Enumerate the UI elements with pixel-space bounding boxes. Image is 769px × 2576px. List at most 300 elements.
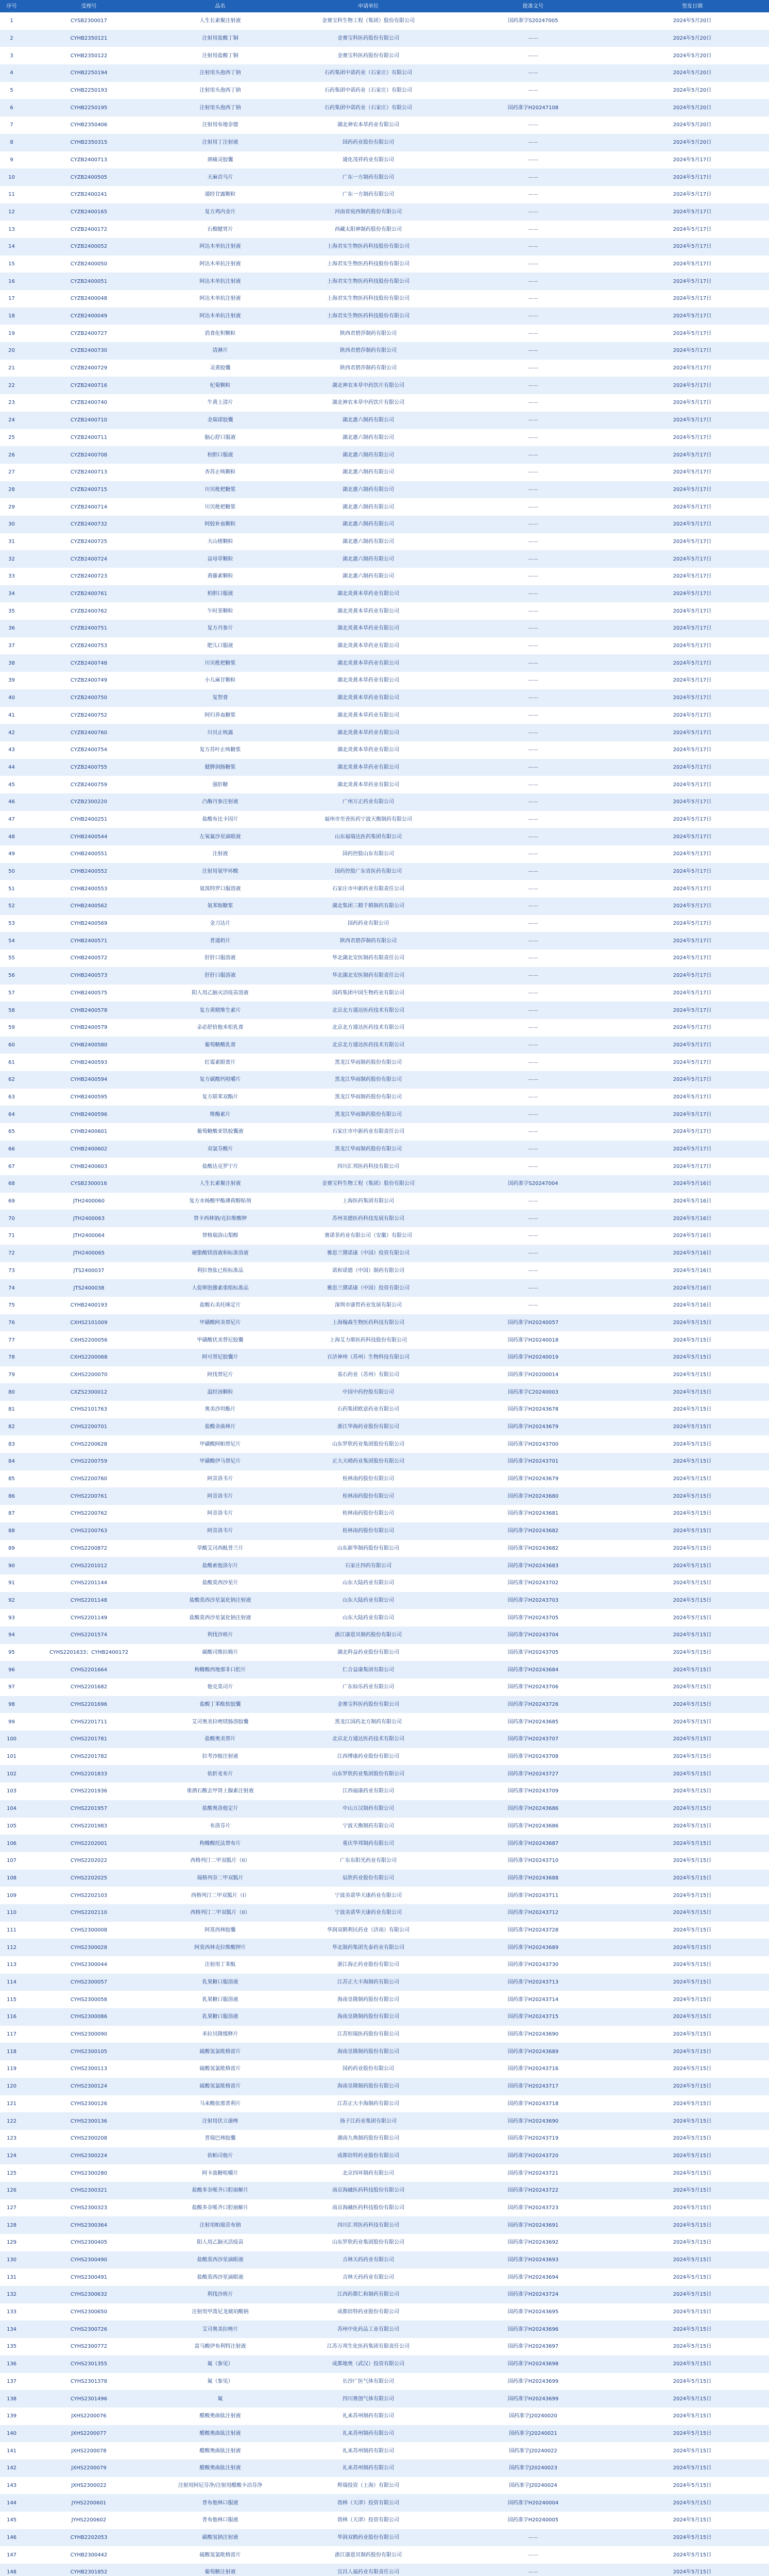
cell-acceptance-no: CYZB2400708: [70, 452, 108, 458]
cell-product-name: 人生长素聚注射液: [199, 18, 241, 24]
cell-acceptance-no: JTS2400038: [73, 1285, 105, 1291]
cell-index: 106: [6, 1840, 17, 1846]
cell-approval-no: ——: [528, 434, 538, 440]
cell-acceptance-no: CYHS2201833: [70, 1771, 108, 1777]
cell-product-name: 强肝糖: [212, 782, 228, 788]
cell-applicant: 湖北惠六制药有限公司: [343, 486, 394, 493]
cell-product-name: 注射用阿尼芬净/注射用醋酸卡泊芬净: [178, 2482, 263, 2488]
cell-acceptance-no: CYHB2300442: [70, 2552, 108, 2558]
cell-approval-no: 国药准字H20243698: [507, 2361, 559, 2367]
table-row: [0, 516, 769, 533]
cell-index: 103: [6, 1788, 17, 1794]
cell-issue-date: 2024年5月15日: [673, 2465, 712, 2471]
table-row: [0, 273, 769, 290]
table-row: [0, 1210, 769, 1227]
cell-product-name: 盐酸布比卡因片: [202, 816, 238, 822]
cell-product-name: 阿昔洛韦片: [207, 1476, 233, 1482]
cell-acceptance-no: CYHB2400580: [70, 1042, 108, 1048]
cell-issue-date: 2024年5月17日: [673, 538, 712, 545]
cell-product-name: 颈痛灵胶囊: [207, 157, 233, 163]
cell-index: 115: [6, 1996, 17, 2003]
cell-approval-no: 国药准字H20243705: [507, 1649, 559, 1655]
cell-acceptance-no: CXHS2200070: [70, 1371, 108, 1378]
cell-approval-no: 国药准字H20200014: [507, 1371, 559, 1378]
cell-approval-no: 国药准字H20240005: [507, 2517, 559, 2523]
cell-product-name: 天麻首乌片: [207, 174, 233, 180]
cell-approval-no: 国药准字H20243714: [507, 1996, 559, 2003]
cell-acceptance-no: CYHS2201781: [70, 1736, 108, 1742]
cell-product-name: 氨溴特罗口服溶液: [199, 886, 241, 892]
table-row: [0, 12, 769, 30]
cell-issue-date: 2024年5月15日: [673, 1684, 712, 1690]
cell-applicant: 湖北神农本草中药饮片有限公司: [332, 382, 404, 388]
cell-applicant: 湖北炎黄本草药业有限公司: [337, 591, 399, 597]
table-row: [0, 1314, 769, 1332]
cell-product-name: 硬脂酸镁溶液和标准溶液: [192, 1250, 249, 1257]
cell-product-name: 益母草颗粒: [207, 556, 233, 562]
cell-applicant: 华北湖北安医制药有限责任公司: [332, 973, 404, 979]
cell-approval-no: ——: [528, 226, 538, 232]
cell-index: 147: [6, 2552, 17, 2558]
cell-product-name: 川贝止咳露: [207, 730, 233, 736]
cell-acceptance-no: CYHS2300364: [70, 2222, 108, 2228]
cell-issue-date: 2024年5月15日: [673, 1806, 712, 1812]
cell-product-name: 阿胶补血颗粒: [204, 521, 236, 528]
cell-acceptance-no: CYHB2400601: [70, 1129, 108, 1135]
cell-issue-date: 2024年5月15日: [673, 2222, 712, 2228]
cell-product-name: 醋酸奥曲肽注射液: [199, 2465, 241, 2471]
cell-approval-no: 国药准字H20243723: [507, 2205, 559, 2211]
cell-product-name: 黄藤素颗粒: [207, 573, 233, 580]
cell-applicant: 浙江海正药业股份有限公司: [337, 1962, 399, 1968]
cell-approval-no: ——: [528, 469, 538, 476]
cell-issue-date: 2024年5月20日: [673, 88, 712, 94]
cell-approval-no: 国药准字J20240022: [509, 2448, 557, 2454]
cell-index: 28: [8, 486, 15, 493]
cell-applicant: 黑龙江华雨制药股份有限公司: [335, 1059, 402, 1065]
cell-index: 10: [8, 174, 15, 180]
cell-approval-no: ——: [528, 1215, 538, 1222]
table-row: [0, 429, 769, 447]
table-row: [0, 1713, 769, 1731]
cell-issue-date: 2024年5月15日: [673, 1406, 712, 1413]
cell-issue-date: 2024年5月15日: [673, 2500, 712, 2506]
table-row: [0, 221, 769, 238]
cell-applicant: 礼来苏州制药有限公司: [343, 2430, 394, 2436]
cell-index: 95: [8, 1649, 15, 1655]
cell-issue-date: 2024年5月17日: [673, 973, 712, 979]
table-row: [0, 1870, 769, 1887]
cell-applicant: 金赛宝科生物工程（集团）股份有限公司: [322, 18, 415, 24]
cell-product-name: 阿昔洛韦片: [207, 1511, 233, 1517]
table-row: [0, 377, 769, 394]
cell-product-name: 盐酸莫西沙星滴眼液: [197, 2274, 244, 2280]
cell-index: 39: [8, 677, 15, 684]
cell-issue-date: 2024年5月15日: [673, 2344, 712, 2350]
cell-index: 97: [8, 1684, 15, 1690]
cell-product-name: 枸橼酸西地那非口腔片: [194, 1667, 246, 1673]
cell-issue-date: 2024年5月17日: [673, 504, 712, 510]
cell-applicant: 吉林天药药业有限公司: [343, 2274, 394, 2280]
cell-issue-date: 2024年5月15日: [673, 2136, 712, 2142]
cell-acceptance-no: CYHB2350315: [70, 140, 108, 146]
cell-acceptance-no: CYZB2400727: [70, 330, 108, 336]
cell-product-name: 盐酸奥洛他定片: [202, 1806, 238, 1812]
table-row: [0, 1123, 769, 1141]
cell-index: 1: [10, 18, 13, 24]
cell-applicant: 湖北炎黄本草药业有限公司: [337, 660, 399, 666]
cell-index: 140: [6, 2430, 17, 2436]
cell-index: 56: [8, 973, 15, 979]
cell-applicant: 黑龙江国药北方制药有限公司: [335, 1719, 402, 1725]
table-row: [0, 82, 769, 99]
table-row: [0, 845, 769, 863]
cell-applicant: 石药集团中诺药业（石家庄）有限公司: [324, 88, 412, 94]
cell-applicant: 正大天晴药业集团股份有限公司: [332, 1459, 404, 1465]
cell-product-name: 双氯芬酸片: [207, 1146, 233, 1153]
cell-index: 44: [8, 764, 15, 770]
cell-applicant: 国药药业有限公司: [348, 921, 389, 927]
cell-issue-date: 2024年5月15日: [673, 1354, 712, 1361]
cell-approval-no: 国药准字H20243699: [507, 2378, 559, 2384]
cell-acceptance-no: CYHS2300321: [70, 2188, 108, 2194]
cell-index: 144: [6, 2500, 17, 2506]
cell-acceptance-no: CYHS2300632: [70, 2292, 108, 2298]
cell-acceptance-no: CYHS2201633；CYHB2400172: [49, 1649, 129, 1655]
cell-acceptance-no: CYHS2202110: [70, 1910, 108, 1916]
cell-acceptance-no: CYHS2301378: [70, 2378, 108, 2384]
cell-issue-date: 2024年5月15日: [673, 1337, 712, 1343]
cell-acceptance-no: CYHB2350406: [70, 122, 108, 128]
cell-applicant: 南京海融医药科技股份有限公司: [332, 2205, 404, 2211]
table-row: [0, 897, 769, 915]
cell-product-name: 盐酸索他洛尔片: [202, 1563, 238, 1569]
cell-issue-date: 2024年5月15日: [673, 1632, 712, 1638]
cell-approval-no: ——: [528, 938, 538, 944]
cell-index: 54: [8, 938, 15, 944]
cell-applicant: 湖北惠六制药有限公司: [343, 556, 394, 562]
cell-approval-no: 国药准字H20243730: [507, 1962, 559, 1968]
table-row: [0, 1141, 769, 1158]
cell-approval-no: ——: [528, 296, 538, 302]
cell-acceptance-no: CYZB2400050: [70, 261, 108, 267]
cell-approval-no: 国药准字H20243694: [507, 2274, 559, 2280]
cell-product-name: 凸酶丹参注射液: [202, 799, 238, 805]
cell-index: 81: [8, 1406, 15, 1413]
cell-acceptance-no: CYZB2400761: [70, 591, 108, 597]
cell-acceptance-no: CYHB2400575: [70, 990, 108, 996]
cell-approval-no: ——: [528, 140, 538, 146]
cell-index: 5: [10, 88, 13, 94]
table-row: [0, 2112, 769, 2130]
cell-acceptance-no: JTS2400037: [73, 1267, 105, 1274]
cell-approval-no: ——: [528, 486, 538, 493]
table-row: [0, 2060, 769, 2078]
cell-acceptance-no: CYHB2400553: [70, 886, 108, 892]
cell-product-name: 复方黄精维生素片: [199, 1007, 241, 1013]
table-row: [0, 1227, 769, 1245]
cell-applicant: 湖北炎黄本草药业有限公司: [337, 782, 399, 788]
table-row: [0, 2442, 769, 2460]
table-row: [0, 1331, 769, 1349]
cell-issue-date: 2024年5月15日: [673, 1597, 712, 1603]
cell-applicant: 宁波美诺华天康药业有限公司: [335, 1910, 402, 1916]
cell-issue-date: 2024年5月15日: [673, 2257, 712, 2263]
cell-product-name: 碳酸司维拉姆片: [202, 1649, 238, 1655]
cell-applicant: 广东仙乐药业有限公司: [343, 1684, 394, 1690]
cell-acceptance-no: CYHS2201936: [70, 1788, 108, 1794]
cell-applicant: 山东大陆药业有限公司: [343, 1597, 394, 1603]
cell-acceptance-no: CYHS2201148: [70, 1597, 108, 1603]
table-row: [0, 1106, 769, 1123]
cell-approval-no: 国药准字H20243715: [507, 2014, 559, 2020]
cell-approval-no: 国药准字H20243721: [507, 2170, 559, 2176]
cell-issue-date: 2024年5月15日: [673, 1545, 712, 1551]
cell-product-name: 碳酸氢钠注射液: [202, 2535, 238, 2541]
table-row: [0, 2564, 769, 2576]
cell-applicant: 上海君实生物医药科技股份有限公司: [327, 244, 409, 250]
cell-product-name: 醋酸奥曲肽注射液: [199, 2413, 241, 2419]
cell-issue-date: 2024年5月17日: [673, 417, 712, 423]
cell-index: 132: [6, 2292, 17, 2298]
cell-applicant: 海南皇隆制药股份有限公司: [337, 2014, 399, 2020]
cell-acceptance-no: CYHS2201012: [70, 1563, 108, 1569]
cell-issue-date: 2024年5月15日: [673, 2188, 712, 2194]
cell-approval-no: 国药准字H20243684: [507, 1667, 559, 1673]
cell-index: 112: [6, 1944, 17, 1951]
cell-acceptance-no: CYHS2201983: [70, 1823, 108, 1829]
cell-product-name: 甲磺酸伊马替尼片: [199, 1459, 241, 1465]
cell-applicant: 海南皇隆制药股份有限公司: [337, 2083, 399, 2090]
cell-acceptance-no: CYZB2400753: [70, 643, 108, 649]
cell-acceptance-no: CYHS2202022: [70, 1858, 108, 1864]
cell-acceptance-no: CYHB2400602: [70, 1146, 108, 1153]
cell-issue-date: 2024年5月17日: [673, 1025, 712, 1031]
cell-acceptance-no: CYHB2400578: [70, 1007, 108, 1013]
cell-issue-date: 2024年5月15日: [673, 2413, 712, 2419]
cell-approval-no: ——: [528, 1198, 538, 1205]
cell-index: 18: [8, 313, 15, 319]
cell-approval-no: 国药准字H20240004: [507, 2500, 559, 2506]
cell-index: 101: [6, 1754, 17, 1760]
cell-issue-date: 2024年5月20日: [673, 18, 712, 24]
cell-index: 48: [8, 834, 15, 840]
cell-issue-date: 2024年5月17日: [673, 834, 712, 840]
cell-acceptance-no: CYHS2300490: [70, 2257, 108, 2263]
cell-issue-date: 2024年5月17日: [673, 747, 712, 753]
cell-product-name: 氨苯胺糖浆: [207, 903, 233, 909]
cell-issue-date: 2024年5月15日: [673, 1371, 712, 1378]
cell-applicant: 湖北惠六制药有限公司: [343, 538, 394, 545]
cell-index: 35: [8, 608, 15, 614]
cell-applicant: 雅思兰黛诺康（中国）投资有限公司: [327, 1285, 409, 1291]
cell-applicant: 中国中药控股有限公司: [343, 1389, 394, 1395]
cell-index: 52: [8, 903, 15, 909]
table-row: [0, 412, 769, 429]
cell-issue-date: 2024年5月17日: [673, 261, 712, 267]
table-row: [0, 1037, 769, 1054]
cell-index: 58: [8, 1007, 15, 1013]
table-row: [0, 2303, 769, 2321]
cell-issue-date: 2024年5月15日: [673, 1840, 712, 1846]
cell-product-name: 拉考沙胺注射液: [202, 1754, 238, 1760]
cell-index: 31: [8, 538, 15, 545]
table-row: [0, 30, 769, 47]
table-row: [0, 1383, 769, 1401]
cell-acceptance-no: CYHS2300208: [70, 2136, 108, 2142]
cell-acceptance-no: CYSB2300016: [71, 1181, 107, 1187]
cell-issue-date: 2024年5月17日: [673, 1146, 712, 1153]
cell-index: 2: [10, 36, 13, 42]
cell-approval-no: 国药准字H20243704: [507, 1632, 559, 1638]
cell-approval-no: 国药准字H20243689: [507, 1944, 559, 1951]
cell-approval-no: ——: [528, 1302, 538, 1309]
cell-approval-no: 国药准字S20247005: [508, 18, 558, 24]
table-body: [0, 12, 769, 2576]
cell-index: 38: [8, 660, 15, 666]
cell-product-name: 西格列汀二甲双胍片（II）: [190, 1910, 250, 1916]
cell-applicant: 湖北神农本草药业有限公司: [337, 122, 399, 128]
cell-issue-date: 2024年5月17日: [673, 157, 712, 163]
cell-product-name: 葡萄糖注射液: [204, 2569, 236, 2575]
cell-acceptance-no: CXHS2200068: [70, 1354, 108, 1361]
cell-acceptance-no: CYHB2400251: [70, 816, 108, 822]
cell-index: 141: [6, 2448, 17, 2454]
cell-issue-date: 2024年5月16日: [673, 1198, 712, 1205]
cell-product-name: 阿达木单抗注射液: [199, 244, 241, 250]
cell-acceptance-no: CYHS2300008: [70, 1927, 108, 1933]
cell-acceptance-no: CYHS2301496: [70, 2396, 108, 2402]
cell-product-name: 艾司奥美拉唑片: [202, 2326, 238, 2332]
cell-approval-no: ——: [528, 2569, 538, 2575]
cell-applicant: 辉瑞投资（上海）有限公司: [337, 2482, 399, 2488]
cell-index: 120: [6, 2083, 17, 2090]
cell-index: 82: [8, 1424, 15, 1430]
cell-approval-no: ——: [528, 278, 538, 284]
cell-index: 3: [10, 53, 13, 59]
cell-approval-no: ——: [528, 660, 538, 666]
cell-issue-date: 2024年5月15日: [673, 1563, 712, 1569]
cell-product-name: 温经汤颗粒: [207, 1389, 233, 1395]
cell-acceptance-no: CYZB2400751: [70, 625, 108, 632]
cell-product-name: 复方碳酸钙咀嚼片: [199, 1077, 241, 1083]
cell-product-name: 葡萄糖酸乳膏: [204, 1042, 236, 1048]
cell-issue-date: 2024年5月17日: [673, 660, 712, 666]
table-row: [0, 116, 769, 134]
cell-applicant: 石药集团中诺药业（石家庄）有限公司: [324, 105, 412, 111]
cell-index: 143: [6, 2482, 17, 2488]
cell-applicant: 河南省宛西制药股份有限公司: [335, 209, 402, 215]
cell-index: 61: [8, 1059, 15, 1065]
cell-applicant: 基石药业（苏州）有限公司: [337, 1371, 399, 1378]
cell-acceptance-no: CYHB2301852: [70, 2569, 108, 2575]
cell-applicant: 吉林天药药业有限公司: [343, 2257, 394, 2263]
table-row: [0, 168, 769, 186]
cell-product-name: 牛黄上清片: [207, 400, 233, 406]
cell-applicant: 湖北炎黄本草药业有限公司: [337, 695, 399, 701]
cell-approval-no: ——: [528, 53, 538, 59]
cell-issue-date: 2024年5月15日: [673, 1892, 712, 1899]
cell-issue-date: 2024年5月15日: [673, 1875, 712, 1881]
cell-approval-no: ——: [528, 261, 538, 267]
table-row: [0, 2216, 769, 2234]
cell-acceptance-no: JTH2400063: [73, 1215, 105, 1222]
cell-approval-no: 国药准字H20243706: [507, 1684, 559, 1690]
header-issue-date: 签发日期: [682, 3, 703, 9]
cell-approval-no: 国药准字H20243709: [507, 1788, 559, 1794]
cell-index: 53: [8, 921, 15, 927]
cell-approval-no: 国药准字H20243705: [507, 1615, 559, 1621]
cell-product-name: 甲磺酸阿帕替尼片: [199, 1441, 241, 1447]
cell-issue-date: 2024年5月15日: [673, 1459, 712, 1465]
cell-approval-no: ——: [528, 174, 538, 180]
table-row: [0, 1193, 769, 1210]
cell-index: 37: [8, 643, 15, 649]
cell-approval-no: ——: [528, 1129, 538, 1135]
cell-applicant: 湖北炎黄本草药业有限公司: [337, 747, 399, 753]
cell-approval-no: 国药准字H20243695: [507, 2309, 559, 2315]
cell-approval-no: 国药准字H20243713: [507, 1979, 559, 1986]
cell-approval-no: 国药准字H20243691: [507, 2222, 559, 2228]
cell-applicant: 湖北炎黄本草药业有限公司: [337, 625, 399, 632]
header-acceptance-no: 受理号: [81, 3, 97, 9]
cell-applicant: 四川赛创气体有限公司: [343, 2396, 394, 2402]
cell-issue-date: 2024年5月17日: [673, 1129, 712, 1135]
table-row: [0, 1401, 769, 1418]
cell-acceptance-no: CYZB2400732: [70, 521, 108, 528]
cell-index: 32: [8, 556, 15, 562]
cell-acceptance-no: CYZB2400748: [70, 660, 108, 666]
cell-applicant: 上海君实生物医药科技股份有限公司: [327, 261, 409, 267]
cell-issue-date: 2024年5月20日: [673, 122, 712, 128]
cell-issue-date: 2024年5月17日: [673, 955, 712, 961]
cell-approval-no: ——: [528, 1163, 538, 1170]
cell-index: 4: [10, 70, 13, 76]
cell-approval-no: ——: [528, 521, 538, 528]
cell-index: 71: [8, 1233, 15, 1239]
cell-applicant: 勃林（天津）投资有限公司: [337, 2500, 399, 2506]
cell-applicant: 宁波天衡制药有限公司: [343, 1823, 394, 1829]
table-row: [0, 1054, 769, 1071]
table-row: [0, 1783, 769, 1800]
cell-applicant: 扬子江药业集团有限公司: [340, 2118, 397, 2124]
cell-product-name: 清淋片: [212, 348, 228, 354]
cell-issue-date: 2024年5月17日: [673, 1007, 712, 1013]
table-row: [0, 325, 769, 342]
cell-issue-date: 2024年5月16日: [673, 1285, 712, 1291]
cell-index: 134: [6, 2326, 17, 2332]
cell-product-name: 重酒石酸去甲肾上腺素注射液: [186, 1788, 254, 1794]
cell-product-name: 小儿麻甘颗粒: [204, 677, 236, 684]
cell-applicant: 桂林南药股份有限公司: [343, 1476, 394, 1482]
cell-product-name: 复方联苯双酯片: [202, 1094, 238, 1100]
cell-product-name: 注射用伏立康唑: [202, 2118, 238, 2124]
cell-applicant: 上海翰森生物医药科技有限公司: [332, 1319, 404, 1326]
table-row: [0, 724, 769, 741]
table-row: [0, 308, 769, 325]
cell-approval-no: ——: [528, 122, 538, 128]
cell-issue-date: 2024年5月20日: [673, 53, 712, 59]
cell-applicant: 湖北惠六制药有限公司: [343, 469, 394, 476]
cell-product-name: 脑心舒口服液: [204, 434, 236, 440]
cell-acceptance-no: CYHS2300028: [70, 1944, 108, 1951]
cell-applicant: 海南皇隆制药股份有限公司: [337, 1996, 399, 2003]
cell-approval-no: 国药准字H20243716: [507, 2066, 559, 2072]
cell-index: 13: [8, 226, 15, 232]
cell-product-name: 西格列汀二甲双胍片（I）: [191, 1892, 249, 1899]
cell-product-name: 氟（参见）: [207, 2361, 233, 2367]
cell-applicant: 山东罗欣药业集团股份有限公司: [332, 2240, 404, 2246]
